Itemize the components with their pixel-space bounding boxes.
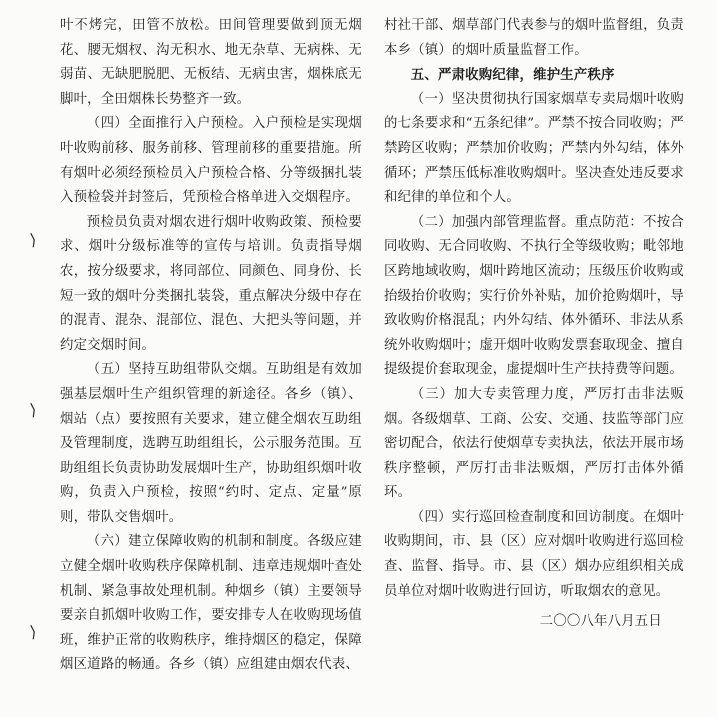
document-date: 二〇〇八年八月五日 <box>539 614 662 630</box>
paragraph-mutual-aid-groups: （五）坚持互助组带队交烟。互助组是有效加强基层烟叶生产组织管理的新途径。各乡（镇）、烟站（点）要按照有关要求，建立健全烟农互助组及管理制度，选聘互助组组长，公示服务范围。互助组组长负责协助发展烟叶生产，协助组织烟叶收购，负责入户预检，按照“约时、定点、定量”原则，带队交售烟叶。 <box>60 362 362 525</box>
paragraph-monopoly-enforcement: （三）加大专卖管理力度，严厉打击非法贩烟。各级烟草、工商、公安、交通、技监等部门应密切配合，依法行使烟草专卖执法，依法开展市场秩序整顿，严厉打击非法贩烟，严厉打击体外循环。 <box>384 386 684 501</box>
paragraph-household-precheck: （四）全面推行入户预检。入户预检是实现烟叶收购前移、服务前移、管理前移的重要措施。所有烟叶必须经预检员入户预检合格、分等级捆扎装入预检袋并封签后，凭预检合格单进入交烟程序。 <box>60 116 362 206</box>
paragraph-seven-requirements: （一）坚决贯彻执行国家烟草专卖局烟叶收购的七条要求和“五条纪律”。严禁不按合同收购；严禁跨区收购；严禁加价收购；严禁内外勾结，体外循环；严禁压低标准收购烟叶。坚决查处违反要求和纪律的单位和个人。 <box>384 91 684 206</box>
paragraph-purchase-mechanism: （六）建立保障收购的机制和制度。各级应建立健全烟叶收购秩序保障机制、违章违规烟叶查处机制、紧急事故处理机制。种烟乡（镇）主要领导要亲自抓烟叶收购工作，要安排专人在收购现场值班，维护正常的收购秩序，维持烟区的稳定，保障烟区道路的畅通。各乡（镇）应组建由烟农代表、 <box>60 534 362 673</box>
binding-mark: ⟩ <box>28 621 38 642</box>
binding-mark: ⟩ <box>28 229 38 250</box>
section-heading-discipline: 五、严肃收购纪律，维护生产秩序 <box>410 67 615 84</box>
paragraph-inspector-duties: 预检员负责对烟农进行烟叶收购政策、预检要求、烟叶分级标准等的宣传与培训。负责指导烟农，按分级要求，将同部位、同颜色、同身份、长短一致的烟叶分类捆扎装袋，重点解决分级中存在的混青、混杂、混部位、混色、大把头等问题，并约定交烟时间。 <box>60 214 362 353</box>
left-column <box>60 14 362 678</box>
paragraph-internal-supervision: （二）加强内部管理监督。重点防范：不按合同收购、无合同收购、不执行全等级收购；毗邻地区跨地域收购，烟叶跨地区流动；压级压价收购或抬级抬价收购；实行价外补贴，加价抢购烟叶，导致收购价格混乱；内外勾结、体外循环、非法从系统外收购烟叶；虚开烟叶收购发票套取现金、擅自提级提价套取现金，虚提烟叶生产扶持费等问题。 <box>384 214 684 378</box>
paragraph-supervision-group: 村社干部、烟草部门代表参与的烟叶监督组，负责本乡（镇）的烟叶质量监督工作。 <box>384 18 684 58</box>
right-column <box>384 14 684 635</box>
binding-mark: ⟩ <box>28 399 38 420</box>
paragraph-field-management: 叶不烤完，田管不放松。田间管理要做到顶无烟花、腰无烟杈、沟无积水、地无杂草、无病株、无弱苗、无缺肥脱肥、无板结、无病虫害，烟株底无脚叶，全田烟株长势整齐一致。 <box>60 18 362 107</box>
paragraph-inspection-followup: （四）实行巡回检查制度和回访制度。在烟叶收购期间，市、县（区）应对烟叶收购进行巡回检查、监督、指导。市、县（区）烟办应组织相关成员单位对烟叶收购进行回访，听取烟农的意见。 <box>384 509 684 599</box>
